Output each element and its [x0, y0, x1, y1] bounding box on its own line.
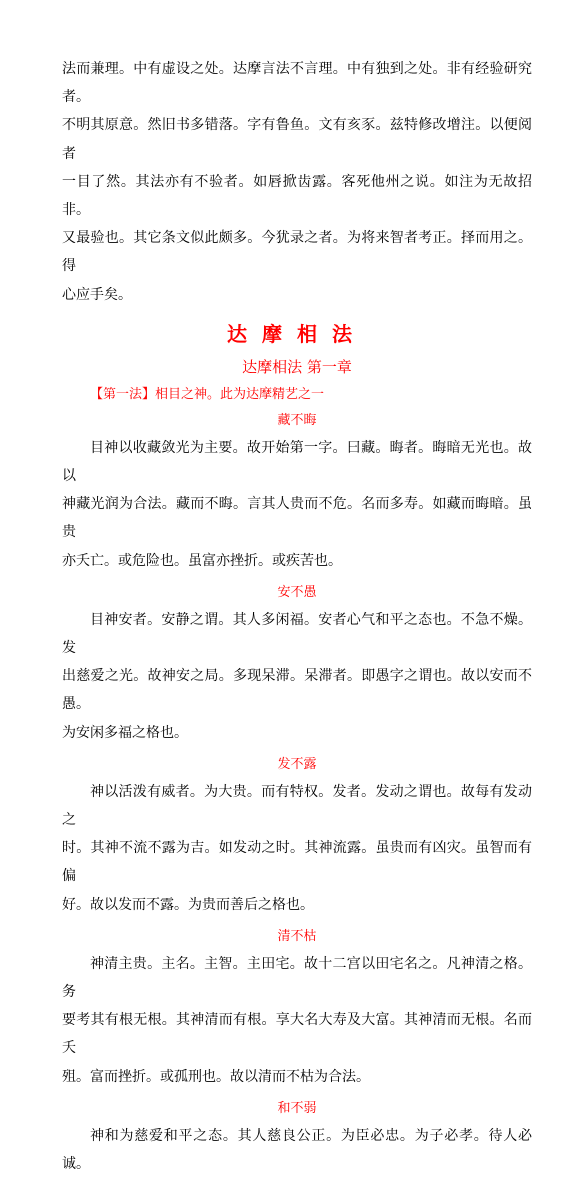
intro-line: 一目了然。其法亦有不验者。如唇掀齿露。客死他州之说。如注为无故招非。 [62, 173, 532, 219]
body-line: 出慈爱之光。故神安之局。多现呆滞。呆滞者。即愚字之谓也。故以安而不愚。 [62, 668, 532, 713]
body-line: 好。故以发而不露。为贵而善后之格也。 [62, 896, 314, 913]
section-heading: 安不愚 [277, 584, 317, 600]
section-heading: 清不枯 [277, 928, 317, 944]
section-anbuyu [62, 580, 532, 747]
chapter-title: 达摩相法 第一章 [242, 357, 352, 376]
body-line: 亦夭亡。或危险也。虽富亦挫折。或疾苦也。 [62, 552, 342, 569]
body-line: 时。其神不流不露为吉。如发动之时。其神流露。虽贵而有凶灾。虽智而有偏 [62, 840, 532, 885]
body-line: 神以活泼有威者。为大贵。而有特权。发者。发动之谓也。故每有发动之 [62, 783, 532, 829]
intro-paragraph [62, 55, 532, 309]
body-line: 为安闲多福之格也。 [62, 724, 188, 741]
section-cangbuhui [62, 408, 532, 575]
section-hebuluo [62, 1096, 532, 1178]
section-body [62, 434, 532, 575]
section-heading: 和不弱 [277, 1100, 317, 1116]
section-fabulu [62, 752, 532, 919]
body-line: 要考其有根无根。其神清而有根。享大名大寿及大富。其神清而无根。名而夭 [62, 1012, 532, 1057]
body-line: 殂。富而挫折。或孤刑也。故以清而不枯为合法。 [62, 1068, 370, 1085]
body-line: 目神以收藏敛光为主要。故开始第一字。曰藏。晦者。晦暗无光也。故以 [62, 439, 532, 485]
intro-line: 又最验也。其它条文似此颇多。今犹录之者。为将来智者考正。择而用之。得 [62, 230, 532, 275]
section-heading: 发不露 [277, 756, 317, 772]
section-body [62, 1122, 532, 1178]
body-line: 神和为慈爱和平之态。其人慈良公正。为臣必忠。为子必孝。待人必诚。 [62, 1127, 532, 1173]
intro-line: 心应手矣。 [62, 286, 132, 303]
body-line: 目神安者。安静之谓。其人多闲福。安者心气和平之态也。不急不燥。发 [62, 611, 532, 657]
body-line: 神藏光润为合法。藏而不晦。言其人贵而不危。名而多寿。如藏而晦暗。虽贵 [62, 496, 532, 541]
body-line: 神清主贵。主名。主智。主田宅。故十二宫以田宅名之。凡神清之格。务 [62, 955, 532, 1001]
document-page [62, 55, 532, 1178]
section-body [62, 778, 532, 919]
intro-line: 不明其原意。然旧书多错落。字有鲁鱼。文有亥豕。兹特修改增注。以便阅者 [62, 117, 532, 162]
section-body [62, 950, 532, 1091]
section-qingbuku [62, 924, 532, 1091]
main-title: 达摩相法 [227, 321, 367, 346]
method-line: 【第一法】相目之神。此为达摩精艺之一 [90, 386, 325, 402]
intro-line: 法而兼理。中有虚设之处。达摩言法不言理。中有独到之处。非有经验研究者。 [62, 61, 532, 106]
section-body [62, 606, 532, 747]
section-heading: 藏不晦 [277, 412, 317, 428]
